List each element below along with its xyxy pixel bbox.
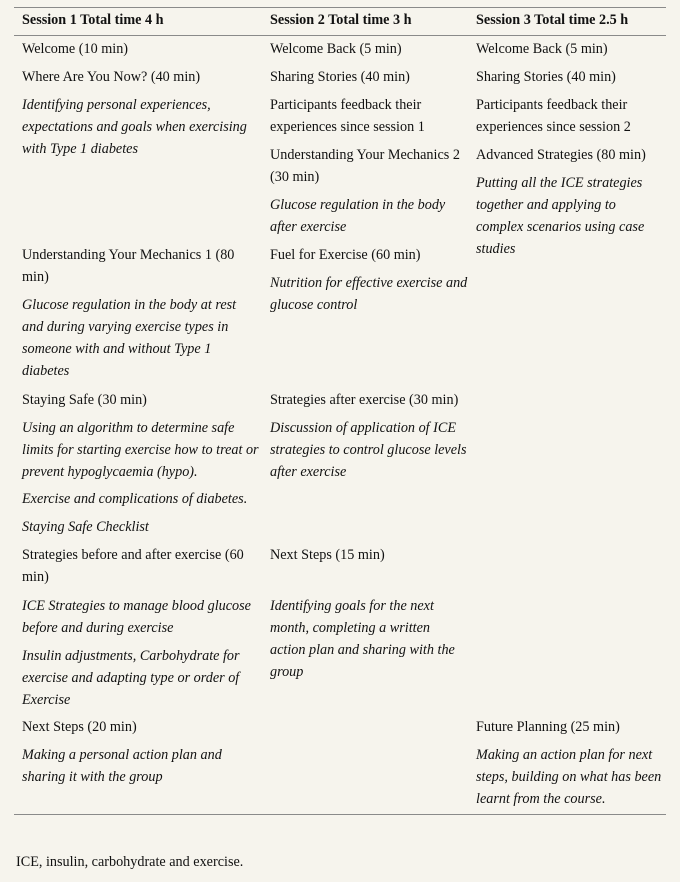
s2-mechanics-2: Understanding Your Mechanics 2 (30 min) (270, 147, 460, 185)
header-rule (14, 35, 666, 36)
s1-staying-safe: Staying Safe (30 min) (22, 392, 147, 408)
s3-future-desc: Making an action plan for next steps, building on what has been learnt from the course. (476, 747, 662, 807)
s2-next-steps: Next Steps (15 min) (270, 547, 385, 563)
s1-next-steps-desc: Making a personal action plan and sharing it with the group (22, 747, 222, 785)
s2-fuel-desc: Nutrition for effective exercise and glucose control (270, 275, 468, 313)
s1-insulin-adjustments: Insulin adjustments, Carbohydrate for exercise and adapting type or order of Exercise (22, 648, 240, 708)
s1-next-steps: Next Steps (20 min) (22, 719, 137, 735)
header-session-2: Session 2 Total time 3 h (270, 12, 412, 28)
s1-staying-safe-desc: Using an algorithm to determine safe limits for starting exercise how to treat or prevent hypoglycaemia (hypo). (22, 420, 259, 480)
s1-mechanics-desc: Glucose regulation in the body at rest and during varying exercise types in someone with and without Type 1 diabetes (22, 297, 237, 379)
s2-strategies-after: Strategies after exercise (30 min) (270, 392, 459, 408)
s2-welcome-back: Welcome Back (5 min) (270, 41, 402, 57)
s2-sharing-stories: Sharing Stories (40 min) (270, 69, 410, 85)
s2-fuel: Fuel for Exercise (60 min) (270, 247, 421, 263)
header-session-3: Session 3 Total time 2.5 h (476, 12, 629, 28)
s1-checklist: Staying Safe Checklist (22, 519, 149, 535)
s3-future-planning: Future Planning (25 min) (476, 719, 620, 735)
s3-advanced-strategies: Advanced Strategies (80 min) (476, 147, 646, 163)
s1-where-desc: Identifying personal experiences, expectations and goals when exercising with Type 1 diabetes (22, 97, 247, 157)
s3-advanced-desc: Putting all the ICE strategies together and applying to complex scenarios using case studies (476, 175, 645, 257)
s3-sharing-stories: Sharing Stories (40 min) (476, 69, 616, 85)
table-bottom-rule (14, 814, 666, 815)
s2-next-steps-desc: Identifying goals for the next month, completing a written action plan and sharing with the group (270, 598, 455, 680)
s1-complications: Exercise and complications of diabetes. (22, 491, 248, 507)
s2-sharing-desc: Participants feedback their experiences since session 1 (270, 97, 425, 135)
s1-where-are-you-now: Where Are You Now? (40 min) (22, 69, 201, 85)
table-top-rule (14, 7, 666, 8)
header-session-1: Session 1 Total time 4 h (22, 12, 164, 28)
s3-sharing-desc: Participants feedback their experiences since session 2 (476, 97, 631, 135)
table-footnote: ICE, insulin, carbohydrate and exercise. (16, 854, 244, 870)
s1-strategies: Strategies before and after exercise (60 min) (22, 547, 244, 585)
s1-ice-strategies: ICE Strategies to manage blood glucose before and during exercise (22, 598, 251, 636)
s1-welcome: Welcome (10 min) (22, 41, 129, 57)
s2-strategies-desc: Discussion of application of ICE strategies to control glucose levels after exercise (270, 420, 467, 480)
s1-mechanics-1: Understanding Your Mechanics 1 (80 min) (22, 247, 235, 285)
s2-mechanics-desc: Glucose regulation in the body after exercise (270, 197, 446, 235)
s3-welcome-back: Welcome Back (5 min) (476, 41, 608, 57)
